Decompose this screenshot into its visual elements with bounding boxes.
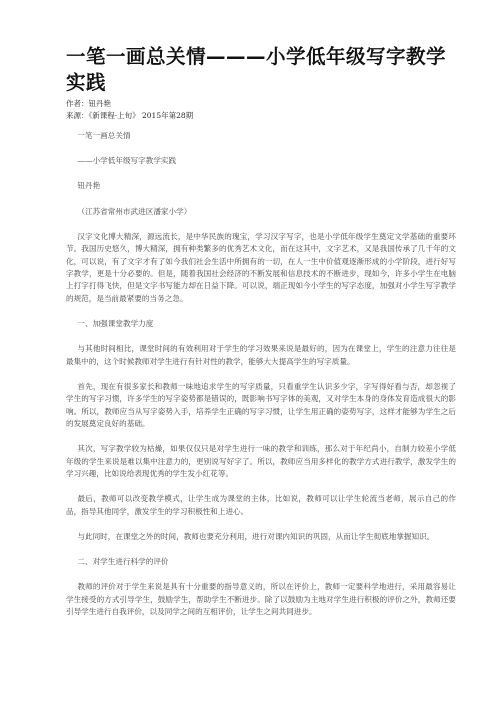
- author-line: 作者：钮丹艳: [66, 99, 111, 108]
- paragraph-meanwhile: 与此同时，在课堂之外的时间，教师也要充分利用，进行对课内知识的巩固，从而让学生彻底地掌握知识。: [77, 531, 435, 541]
- paragraph-evaluation: 教师的评价对于学生来说是具有十分重要的指导意义的，所以在评价上，教师一定要科学地进行，采用最容易让学生接受的方式引导学生，鼓励学生，帮助学生不断进步。除了以鼓励为主地对学生进行积极的评价之外，教师还要引导学生进行自我评价，以及同学之间的互相评价，让学生之间共同进步。: [66, 582, 456, 617]
- paragraph-last: 最后，教师可以改变教学模式，让学生成为课堂的主体，比如说，教师可以让学生轮流当老师，展示自己的作品，指导其他同学，激发学生的学习积极性和上进心。: [66, 494, 456, 516]
- paragraph-second: 其次，写字教学较为枯燥，如果仅仅只是对学生进行一味的教学和训练，那么对于年纪尚小，自制力较差小学低年级的学生来说是难以集中注意力的，更别说写好字了。所以，教师应当用多样化的教学方式进行教学，激发学生的学习兴趣，比如说给表现优秀的学生发小红花等。: [66, 444, 456, 479]
- section-heading-1: 一、加强课堂教学力度: [77, 319, 154, 329]
- section-heading-2: 二、对学生进行科学的评价: [77, 557, 169, 567]
- paragraph-author: 钮丹艳: [77, 181, 101, 191]
- paragraph-first: 首先，现在有很多家长和教师一味地追求学生的写字质量，只看重学生认识多少字，字写得好看与否，却忽视了学生的写字习惯，许多学生的写字姿势都是错误的，既影响书写字体的美观，又对学生本身的身体发育造成很大的影响。所以，教师应当从写字姿势入手，培养学生正确的写字习惯，让学生用正确的姿势写字，这样才能够为学生之后的发展奠定良好的基础。: [66, 381, 456, 429]
- document-title: 一笔一画总关情———小学低年级写字教学实践: [66, 45, 447, 94]
- source-line: 来源：《新课程·上旬》 2015年第28期: [66, 111, 194, 120]
- document-meta: [66, 98, 456, 122]
- paragraph-intro: 汉字文化博大精深，源远流长，是中华民族的瑰宝，学习汉字写字，也是小学低年级学生奠定文学基础的重要环节。我国历史悠久，博大精深，拥有种类繁多的优秀艺术文化，而在这其中，文字艺术，又是我国传承了几千年的文化，可以说，有了文字才有了如今我们社会生活中所拥有的一切，在人一生中价值观逐渐形成的小学阶段，进行好写字教学，更是十分必要的。但是，随着我国社会经济的不断发展和信息技术的不断进步，现如今，许多小学生在电脑上打字打得飞快，但是文字书写能力却在日益下降。可以说，端正现如今小学生的写字态度，加强对小学生写字教学的规范，是当前最紧要的当务之急。: [66, 231, 456, 303]
- document-body: [66, 130, 456, 619]
- paragraph-heading-title: 一笔一画总关情: [77, 131, 131, 140]
- paragraph-classroom: 与其他时间相比，课堂时间的有效利用对于学生的学习效果来说是最好的，因为在课堂上，学生的注意力往往是最集中的，这个时候教师对学生进行有针对性的教学，能够大大提高学生的写字质量。: [66, 344, 456, 366]
- paragraph-subtitle: ——小学低年级写字教学实践: [77, 156, 177, 166]
- paragraph-affiliation: （江苏省常州市武进区潘家小学）: [77, 206, 192, 216]
